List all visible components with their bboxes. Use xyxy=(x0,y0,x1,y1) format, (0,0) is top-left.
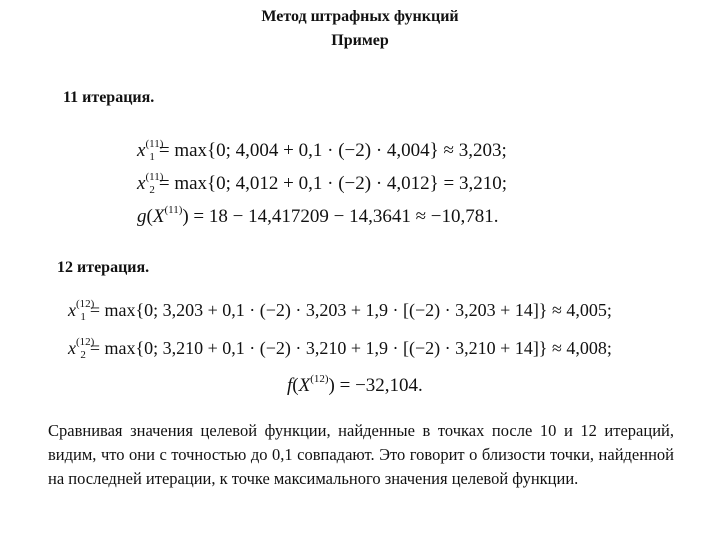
equation-x2-iter11: $x^{(11)}_2 = \max\{0$; 4,012 + 0,1 · (−2) · 4,012} = 3,210; xyxy=(137,171,508,196)
page-subtitle: Пример xyxy=(331,32,389,49)
iteration-11-heading: 11 итерация. xyxy=(63,89,155,106)
iteration-12-heading: 12 итерация. xyxy=(57,259,150,276)
equation-x2-iter12: $x^{(12)}_2 = \max\{0$; 3,210 + 0,1 · (−2) · 3,210 + 1,9 · [(−2) · 3,210 + 14]} ≈ 4,008; xyxy=(68,336,612,361)
equation-x1-iter11: $x^{(11)}_1 = \max\{0$; 4,004 + 0,1 · (−2) · 4,004} ≈ 3,203; xyxy=(137,138,507,163)
equation-f-iter12: $f(X^{(12)}) = -32,104$. xyxy=(287,373,423,396)
page-title: Метод штрафных функций xyxy=(261,8,459,25)
conclusion-paragraph: Сравнивая значения целевой функции, найденные в точках после 10 и 12 итераций, видим, что они с точностью до 0,1 совпадают. Это говорит о близости точки, найденной на последней итерации, к точке максимального значения целевой функции. xyxy=(48,421,674,488)
equation-g-iter11: $g(X^{(11)}) = 18 - 14,417209 - 14,3641 \approx -10,781$. xyxy=(137,204,499,227)
equation-x1-iter12: $x^{(12)}_1 = \max\{0$; 3,203 + 0,1 · (−2) · 3,203 + 1,9 · [(−2) · 3,203 + 14]} ≈ 4,005; xyxy=(68,298,612,323)
